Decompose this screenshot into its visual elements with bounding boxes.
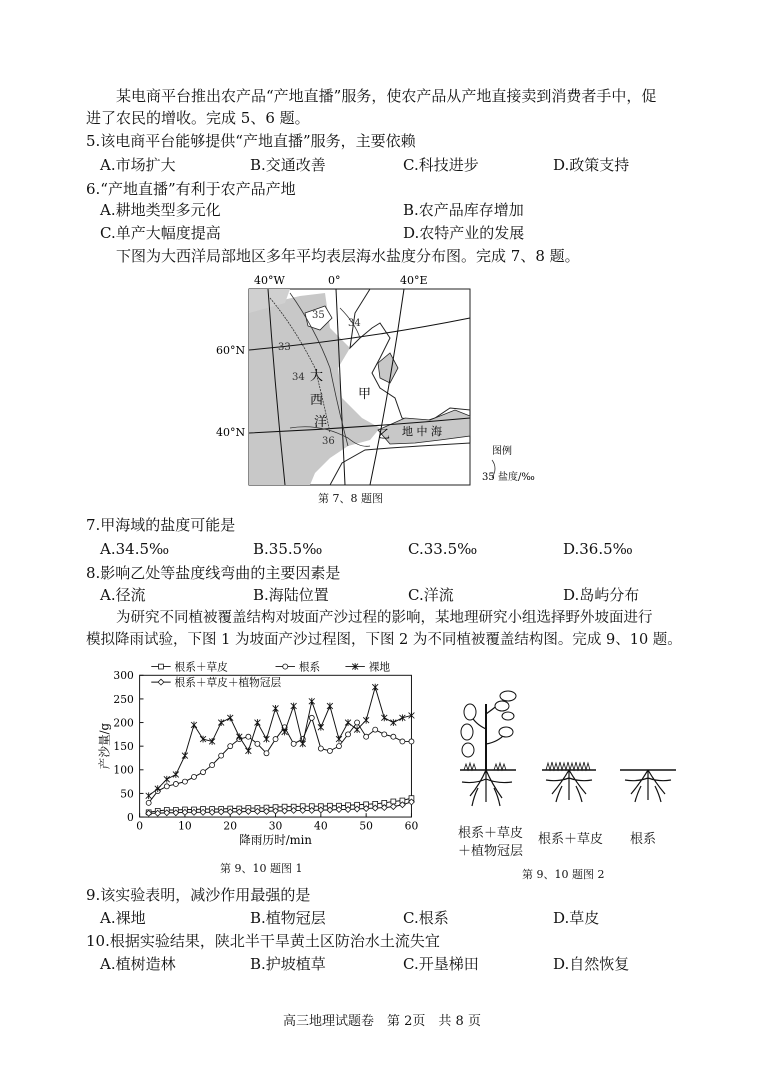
q8-option-b[interactable]: B.海陆位置 [253,586,329,604]
data-point-s1-14 [273,737,278,742]
data-point-s1-25 [373,727,378,732]
data-point-s2-24 [363,717,369,724]
data-point-s1-19 [318,746,323,751]
data-point-s2-13 [264,736,270,743]
data-point-s1-9 [228,744,233,749]
data-point-s1-28 [400,739,405,744]
label-mediterranean: 地 中 海 [402,425,442,438]
data-point-s1-12 [255,741,260,746]
q10-option-c[interactable]: C.开垦梯田 [403,955,479,973]
data-point-s2-0 [146,792,152,799]
structure-root-grass-canopy [460,691,516,806]
lat-label-60n: 60°N [216,344,246,357]
intro-9-10-line1: 为研究不同植被覆盖结构对坡面产沙过程的影响，某地理研究小组选择野外坡面进行 [116,610,653,626]
series-line-0 [149,798,412,812]
intro-5-6-line2: 进了农民的增收。完成 5、6 题。 [86,109,310,127]
data-point-s1-21 [336,744,341,749]
data-point-s2-25 [372,684,378,691]
q5-option-b[interactable]: B.交通改善 [250,156,326,174]
structure-root-grass [542,762,596,802]
data-point-s2-12 [254,719,260,726]
q6-option-d[interactable]: D.农特产业的发展 [403,224,525,242]
data-point-s1-20 [327,748,332,753]
vegetation-structure-svg [450,684,730,814]
data-point-s2-3 [173,771,179,778]
isoline-label-36: 36 [322,436,335,447]
legend-marker-0 [159,664,164,669]
data-point-s2-28 [399,714,405,721]
y-tick-label: 150 [113,740,134,754]
chart-caption: 第 9、10 题图 1 [220,862,303,875]
data-point-s1-18 [309,715,314,720]
q7-option-d[interactable]: D.36.5‰ [563,540,633,558]
data-point-s1-13 [264,751,269,756]
y-tick-label: 300 [113,669,134,683]
data-point-s2-21 [336,736,342,743]
x-axis-label: 降雨历时/min [239,833,312,848]
intro-7-8: 下图为大西洋局部地区多年平均表层海水盐度分布图。完成 7、8 题。 [116,247,580,265]
legend-label-0: 根系＋草皮 [174,660,228,674]
fig2-label-1b: ＋植物冠层 [458,844,524,859]
isoline-label-34: 34 [292,372,305,383]
y-axis-label: 产沙量/g [97,723,112,770]
map-caption: 第 7、8 题图 [318,492,383,505]
vegetation-structure-figure [450,684,730,814]
y-tick-label: 0 [127,810,134,824]
data-point-s2-2 [164,776,170,783]
data-point-s1-11 [246,734,251,739]
q7-option-c[interactable]: C.33.5‰ [408,540,478,558]
data-point-s2-6 [200,736,206,743]
q6-option-a[interactable]: A.耕地类型多元化 [100,201,221,219]
legend-marker-3 [158,679,164,685]
fig2-label-3: 根系 [630,832,657,847]
data-point-s2-11 [245,748,251,755]
label-xi: 西 [310,393,324,408]
plot-frame [140,675,412,817]
label-da: 大 [310,369,324,384]
data-point-s2-14 [273,705,279,712]
data-point-s1-27 [391,734,396,739]
question-9-stem: 9.该实验表明，减沙作用最强的是 [86,886,311,904]
q5-option-d[interactable]: D.政策支持 [553,156,630,174]
data-point-s2-16 [291,703,297,710]
q7-option-a[interactable]: A.34.5‰ [100,540,170,558]
data-point-s1-2 [164,784,169,789]
q5-option-a[interactable]: A.市场扩大 [100,156,176,174]
data-point-s1-22 [346,732,351,737]
question-5-stem: 5.该电商平台能够提供“产地直播”服务，主要依赖 [86,132,416,150]
label-yi: 乙 [378,427,391,441]
data-point-s1-26 [382,732,387,737]
legend-marker-1 [283,664,288,669]
data-point-s1-29 [409,739,414,744]
data-point-s3-27 [390,804,396,810]
x-tick-label: 20 [223,819,238,833]
data-point-s1-3 [173,781,178,786]
y-tick-label: 50 [120,787,134,801]
x-tick-label: 0 [136,819,144,833]
data-point-s1-16 [291,741,296,746]
intro-9-10-line2: 模拟降雨试验，下图 1 为坡面产沙过程图，下图 2 为不同植被覆盖结构图。完成 9、10 题。 [86,632,682,648]
data-point-s2-4 [182,752,188,759]
q8-option-c[interactable]: C.洋流 [408,586,454,604]
data-point-s1-8 [219,753,224,758]
sediment-chart [90,652,430,852]
y-tick-label: 100 [113,763,134,777]
data-point-s2-7 [209,738,215,745]
y-tick-label: 200 [113,716,134,730]
x-tick-label: 30 [268,819,283,833]
legend-label-2: 裸地 [368,660,391,674]
q9-option-d[interactable]: D.草皮 [553,909,600,927]
y-tick-label: 250 [113,692,134,706]
lon-label-40w: 40°W [254,274,285,287]
data-point-s1-24 [364,734,369,739]
salinity-map-svg [216,268,560,508]
data-point-s1-0 [146,800,151,805]
data-point-s2-23 [354,726,360,733]
q9-option-c[interactable]: C.根系 [403,909,449,927]
data-point-s2-1 [155,785,161,792]
q8-option-d[interactable]: D.岛屿分布 [563,586,640,604]
data-point-s2-27 [390,719,396,726]
q5-option-c[interactable]: C.科技进步 [403,156,479,174]
q9-option-a[interactable]: A.裸地 [100,909,146,927]
fig2-label-2: 根系＋草皮 [538,832,604,847]
data-point-s0-27 [391,799,396,804]
question-10-stem: 10.根据实验结果，陕北半干旱黄土区防治水土流失宜 [86,932,440,950]
isoline-label-33: 33 [278,342,291,353]
data-point-s1-23 [355,720,360,725]
q6-option-b[interactable]: B.农产品库存增加 [403,201,524,219]
data-point-s2-26 [381,714,387,721]
question-8-stem: 8.影响乙处等盐度线弯曲的主要因素是 [86,564,341,582]
legend-label-3: 根系＋草皮＋植物冠层 [174,675,282,689]
sediment-chart-svg [90,652,430,852]
q10-option-b[interactable]: B.护坡植草 [250,955,326,973]
lat-label-40n: 40°N [216,426,246,439]
question-6-stem: 6.“产地直播”有利于农产品产地 [86,180,296,198]
data-point-s1-5 [191,774,196,779]
x-tick-label: 40 [314,819,328,833]
data-point-s2-5 [191,722,197,729]
data-point-s2-19 [318,724,324,731]
data-point-s2-8 [218,719,224,726]
structure-root [620,770,676,802]
data-point-s2-10 [236,733,242,740]
legend-label-1: 根系 [298,660,321,674]
x-tick-label: 60 [404,819,419,833]
intro-5-6-line1: 某电商平台推出农产品“产地直播”服务，使农产品从产地直接卖到消费者手中，促 [116,87,657,105]
lon-label-40e: 40°E [400,274,428,287]
q8-option-a[interactable]: A.径流 [100,586,146,604]
x-tick-label: 10 [178,819,192,833]
isoline-label-35: 35 [312,310,325,321]
legend-unit: 盐度/‰ [498,472,535,483]
data-point-s2-9 [227,714,233,721]
legend-title: 图例 [492,446,512,457]
label-yang: 洋 [314,415,328,430]
q10-option-a[interactable]: A.植树造林 [100,955,176,973]
data-point-s1-4 [182,779,187,784]
q10-option-d[interactable]: D.自然恢复 [553,955,630,973]
data-point-s2-22 [345,719,351,726]
data-point-s1-7 [210,763,215,768]
salinity-map [216,268,560,508]
data-point-s2-20 [327,703,333,710]
data-point-s1-6 [201,770,206,775]
label-jia: 甲 [358,387,372,402]
lon-label-0: 0° [328,274,341,287]
fig2-caption: 第 9、10 题图 2 [522,868,605,881]
isoline-label-34b: 34 [348,318,361,329]
q6-option-c[interactable]: C.单产大幅度提高 [100,224,221,242]
series-line-1 [149,718,412,803]
question-7-stem: 7.甲海域的盐度可能是 [86,516,236,534]
x-tick-label: 50 [359,819,373,833]
q7-option-b[interactable]: B.35.5‰ [253,540,323,558]
legend-value: 35 [482,472,495,483]
data-point-s2-18 [309,698,315,705]
fig2-label-1a: 根系＋草皮 [458,826,524,841]
q9-option-b[interactable]: B.植物冠层 [250,909,326,927]
data-point-s2-29 [409,712,415,719]
page-footer: 高三地理试题卷 第 2页 共 8 页 [283,1014,481,1029]
data-point-s2-17 [300,740,306,747]
